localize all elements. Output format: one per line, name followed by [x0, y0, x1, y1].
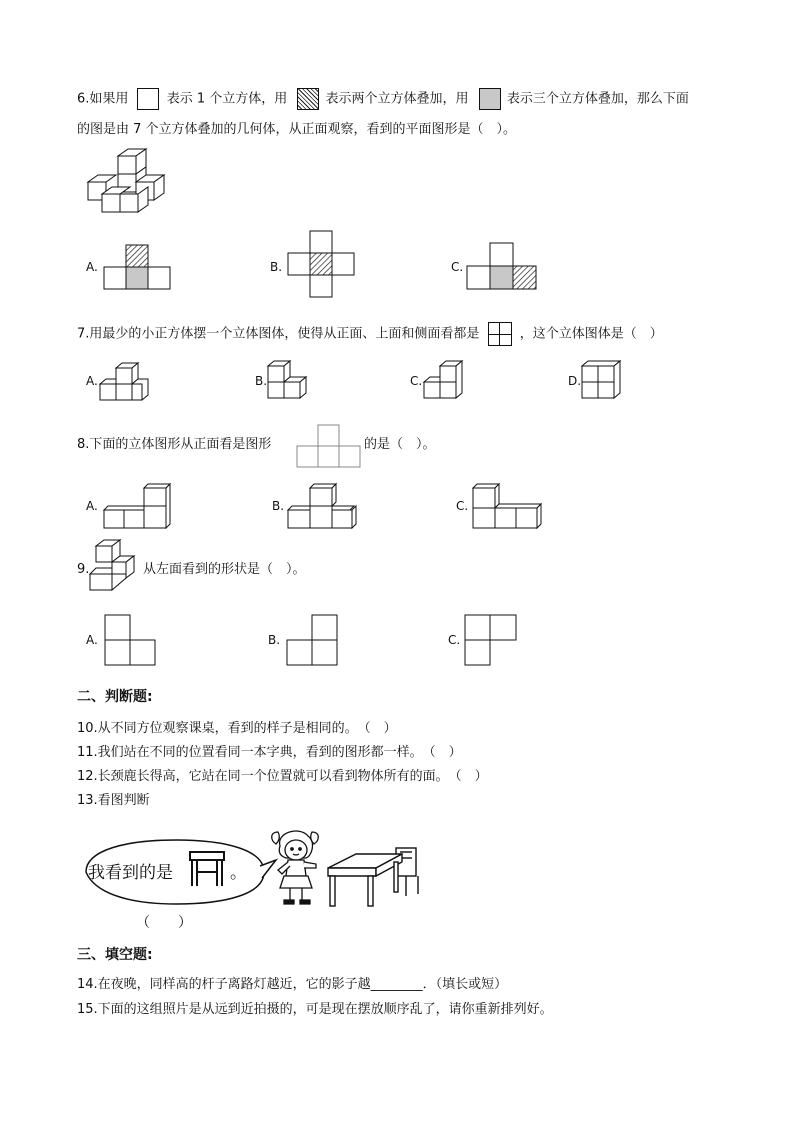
q6-option-c-figure[interactable] [467, 242, 537, 290]
q9-option-c-figure[interactable] [464, 614, 520, 668]
girl-illustration [266, 826, 326, 908]
q6-option-c-label[interactable]: C. [451, 260, 464, 274]
q7-option-c-label[interactable]: C. [410, 374, 423, 388]
q9-option-a-figure[interactable] [104, 614, 158, 668]
q6-line1 [77, 88, 689, 110]
q7-option-c-figure[interactable] [424, 360, 468, 404]
hatched-square-icon [297, 88, 319, 110]
q8-text-b: 的是（ ）。 [364, 437, 436, 452]
q6-option-a-figure[interactable] [104, 244, 172, 290]
judge-item-11: 11.我们站在不同的位置看同一本字典，看到的图形都一样。 （ ） [77, 745, 462, 760]
q13-answer-parentheses[interactable]: （ ） [136, 915, 192, 931]
fill-item-14: 14.在夜晚，同样高的杆子离路灯越近，它的影子越________．（填长或短） [77, 977, 508, 992]
q7-option-b-label[interactable]: B. [255, 374, 268, 388]
q9-number: 9. [77, 562, 90, 577]
q8-option-b-label[interactable]: B. [272, 499, 285, 513]
q7-option-b-figure[interactable] [268, 360, 314, 404]
single-cube-square-icon [137, 88, 159, 110]
q6-option-b-figure[interactable] [288, 230, 356, 300]
q6-text-d: 表示三个立方体叠加，那么下面 [506, 91, 689, 107]
q8-text-a: 8.下面的立体图形从正面看是图形 [77, 437, 272, 452]
judge-item-10: 10.从不同方位观察课桌，看到的样子是相同的。 （ ） [77, 721, 397, 736]
q7-option-a-label[interactable]: A. [86, 374, 98, 388]
speech-bubble-end: 。 [230, 863, 247, 883]
speech-bubble-text: 我看到的是 [88, 863, 173, 883]
judge-item-12: 12.长颈鹿长得高，它站在同一个位置就可以看到物体所有的面。 （ ） [77, 769, 488, 784]
q9-option-b-label[interactable]: B. [268, 633, 281, 647]
q8-option-a-figure[interactable] [104, 482, 174, 530]
q7-option-d-figure[interactable] [582, 360, 626, 404]
desk-front-view-icon [188, 850, 228, 888]
q9-option-c-label[interactable]: C. [448, 633, 461, 647]
q9-text: 从左面看到的形状是（ ）。 [143, 562, 306, 577]
section-judge-title: 二、判断题: [77, 689, 153, 705]
q9-option-b-figure[interactable] [286, 614, 340, 668]
q6-text-c: 表示两个立方体叠加，用 [325, 91, 469, 107]
q7-option-d-label[interactable]: D. [568, 374, 582, 388]
q6-text-b: 表示 1 个立方体，用 [166, 91, 288, 107]
judge-item-13: 13.看图判断 [77, 793, 150, 808]
desk-chair-illustration [326, 846, 426, 910]
fill-item-15: 15.下面的这组照片是从远到近拍摄的，可是现在摆放顺序乱了，请你重新排列好。 [77, 1002, 553, 1017]
q7-text [77, 322, 663, 346]
q9-cube-figure [88, 540, 144, 592]
q6-text-a: 6.如果用 [77, 91, 129, 107]
q7-option-a-figure[interactable] [100, 362, 152, 404]
section-fill-title: 三、填空题: [77, 947, 153, 963]
q7-text-a: 7.用最少的小正方体摆一个立体图体，使得从正面、上面和侧面看都是 [77, 326, 480, 342]
q8-reference-shape [296, 424, 362, 468]
q8-option-b-figure[interactable] [288, 482, 358, 530]
q7-text-b: ，这个立体图体是（ ） [519, 326, 663, 342]
four-square-grid-icon [488, 322, 512, 346]
q9-option-a-label[interactable]: A. [86, 633, 98, 647]
q6-option-b-label[interactable]: B. [270, 260, 283, 274]
gray-square-icon [479, 88, 501, 110]
q8-option-c-label[interactable]: C. [456, 499, 469, 513]
q6-option-a-label[interactable]: A. [86, 260, 98, 274]
q8-option-a-label[interactable]: A. [86, 499, 98, 513]
q8-option-c-figure[interactable] [471, 482, 543, 530]
q6-line2: 的图是由 7 个立方体叠加的几何体，从正面观察，看到的平面图形是（ ）。 [77, 122, 517, 137]
q6-cube-figure [86, 148, 166, 216]
